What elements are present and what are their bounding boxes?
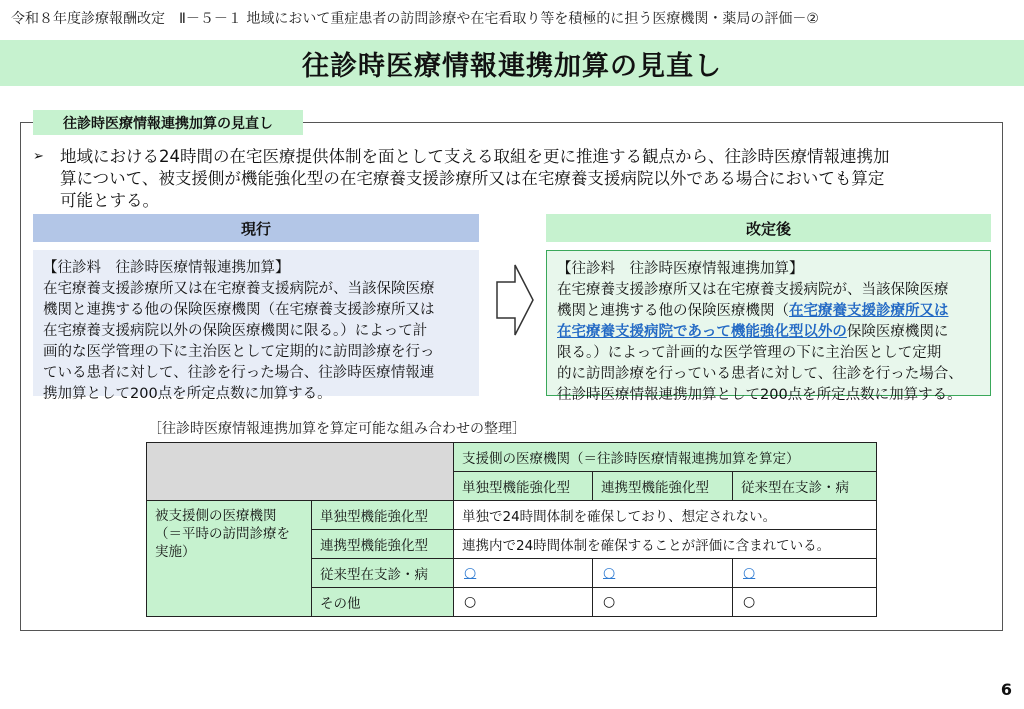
- revised-header: 改定後: [546, 214, 991, 242]
- revised-line: 【往診料 往診時医療情報連携加算】: [557, 261, 804, 277]
- row-label: その他: [312, 588, 454, 617]
- row-label: 従来型在支診・病: [312, 559, 454, 588]
- combination-table: [146, 442, 877, 617]
- current-line: 在宅療養支援病院以外の保険医療機関に限る。）によって計: [43, 323, 428, 339]
- page-title: 往診時医療情報連携加算の見直し: [0, 40, 1024, 86]
- revised-line: 往診時医療情報連携加算として200点を所定点数に加算する。: [557, 387, 962, 403]
- revised-line: 在宅療養支援診療所又は在宅療養支援病院が、当該保険医療: [557, 282, 949, 298]
- current-header: 現行: [33, 214, 479, 242]
- current-line: 【往診料 往診時医療情報連携加算】: [43, 260, 290, 276]
- current-line: 画的な医学管理の下に主治医として定期的に訪問診療を行っ: [43, 344, 435, 360]
- row-label: 単独型機能強化型: [312, 501, 454, 530]
- mark-cell: ○: [593, 588, 733, 617]
- table-row: [147, 443, 877, 472]
- merged-cell: 単独で24時間体制を確保しており、想定されない。: [454, 501, 877, 530]
- mark-cell: ○: [733, 588, 877, 617]
- revised-highlight: 在宅療養支援病院であって機能強化型以外の: [557, 324, 847, 340]
- revised-line: 的に訪問診療を行っている患者に対して、往診を行った場合、: [557, 366, 963, 382]
- page-number: 6: [1000, 680, 1012, 699]
- column-header: 連携型機能強化型: [593, 472, 733, 501]
- column-header: 従来型在支診・病: [733, 472, 877, 501]
- revised-highlight: 在宅療養支援診療所又は: [789, 303, 949, 319]
- mark-cell: ○: [733, 559, 877, 588]
- row-label: 連携型機能強化型: [312, 530, 454, 559]
- revised-box: [546, 250, 991, 403]
- bullet-arrow-icon: ➢: [33, 149, 44, 164]
- summary: [33, 146, 1003, 212]
- support-header: 支援側の医療機関（＝往診時医療情報連携加算を算定）: [454, 443, 877, 472]
- revised-line: [557, 301, 980, 322]
- table-row: [147, 501, 877, 530]
- current-line: 機関と連携する他の保険医療機関（在宅療養支援診療所又は: [43, 302, 435, 318]
- mark-cell: ○: [593, 559, 733, 588]
- revised-text: 機関と連携する他の保険医療機関（: [557, 303, 789, 319]
- current-line: ている患者に対して、往診を行った場合、往診時医療情報連: [43, 365, 435, 381]
- revised-line: 限る。）によって計画的な医学管理の下に主治医として定期: [557, 345, 942, 361]
- section-tab: 往診時医療情報連携加算の見直し: [33, 110, 303, 135]
- current-line: 在宅療養支援診療所又は在宅療養支援病院が、当該保険医療: [43, 281, 435, 297]
- revised-line: [557, 322, 980, 343]
- merged-cell: 連携内で24時間体制を確保することが評価に含まれている。: [454, 530, 877, 559]
- table-caption: ［往診時医療情報連携加算を算定可能な組み合わせの整理］: [148, 421, 526, 437]
- mark-cell: ○: [454, 559, 593, 588]
- current-line: 携加算として200点を所定点数に加算する。: [43, 386, 332, 402]
- row-group-label: 被支援側の医療機関（＝平時の訪問診療を実施）: [147, 501, 312, 617]
- mark-cell: ○: [454, 588, 593, 617]
- breadcrumb: 令和８年度診療報酬改定 Ⅱ－５－１ 地域において重症患者の訪問診療や在宅看取り等を積極的に担う医療機関・薬局の評価－②: [11, 11, 819, 27]
- column-header: 単独型機能強化型: [454, 472, 593, 501]
- revised-text: 保険医療機関に: [846, 324, 949, 340]
- summary-line: 可能とする。: [60, 191, 159, 210]
- current-box: [33, 250, 479, 402]
- summary-line: 算について、被支援側が機能強化型の在宅療養支援診療所又は在宅療養支援病院以外である場合においても算定: [60, 169, 885, 188]
- summary-line: 地域における24時間の在宅医療提供体制を面として支える取組を更に推進する観点から、往診時医療情報連携加: [60, 147, 890, 166]
- right-arrow-icon: [495, 262, 535, 338]
- table-corner: [147, 443, 454, 501]
